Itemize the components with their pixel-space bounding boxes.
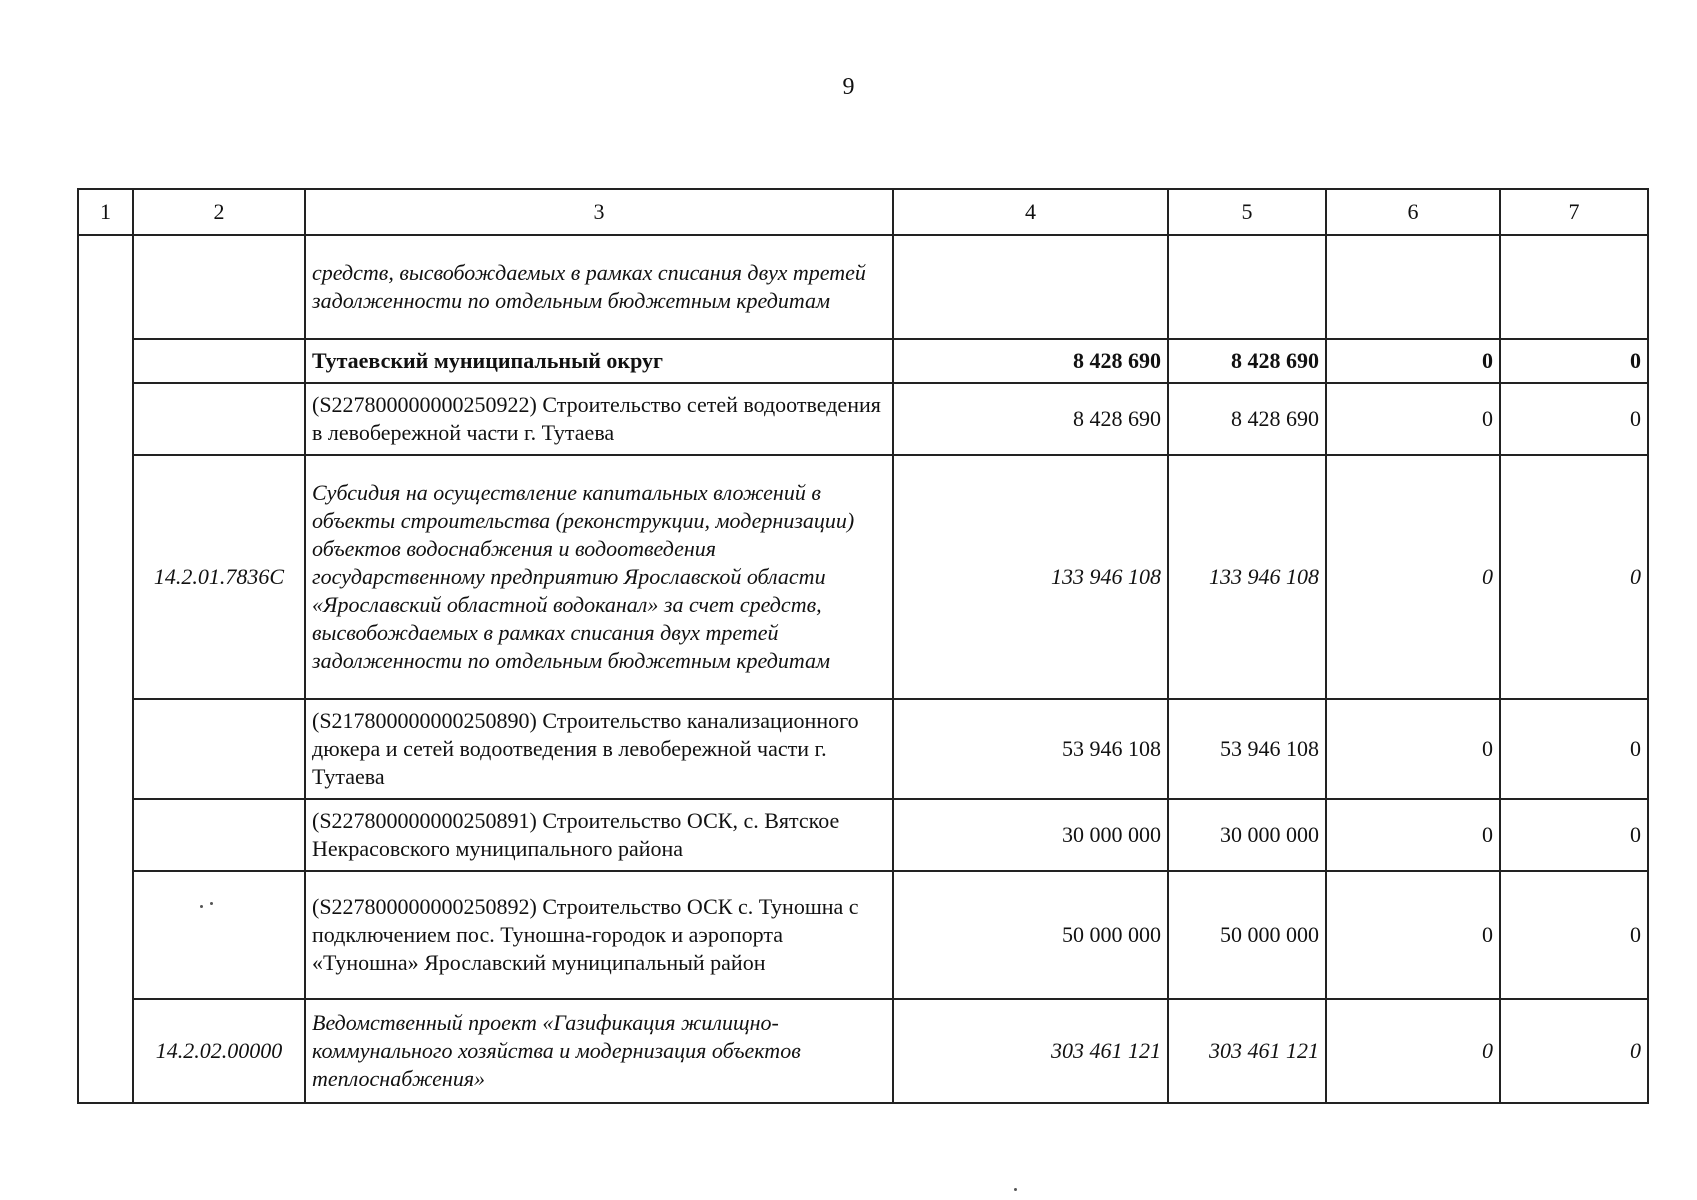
cell-code [133,871,305,999]
table-row [78,699,1648,799]
cell-col-4: 8 428 690 [893,383,1168,455]
cell-col-5 [1168,235,1326,339]
cell-name: (S217800000000250890) Строительство канализационного дюкера и сетей водоотведения в левобережной части г. Тутаева [305,699,893,799]
table-row [78,383,1648,455]
cell-col-6: 0 [1326,799,1500,871]
cell-col-7: 0 [1500,339,1648,383]
cell-col-4 [893,235,1168,339]
table-row [78,339,1648,383]
cell-name: Тутаевский муниципальный округ [305,339,893,383]
header-col-5: 5 [1168,189,1326,235]
cell-code [133,235,305,339]
cell-code: 14.2.02.00000 [133,999,305,1103]
cell-col-4: 50 000 000 [893,871,1168,999]
page-number: 9 [842,74,855,100]
cell-col-6: 0 [1326,699,1500,799]
cell-col-5: 50 000 000 [1168,871,1326,999]
cell-code [133,699,305,799]
table-header-row [78,189,1648,235]
cell-code [133,339,305,383]
cell-col-7: 0 [1500,455,1648,699]
cell-name: Субсидия на осуществление капитальных вложений в объекты строительства (реконструкции, модернизации) объектов водоснабжения и водоотведения государственному предприятию Ярославской области «Ярославский областной водоканал» за счет средств, высвобождаемых в рамках списания двух третей задолженности по отдельным бюджетным кредитам [305,455,893,699]
cell-name: (S227800000000250891) Строительство ОСК, с. Вятское Некрасовского муниципального района [305,799,893,871]
cell-col-5: 8 428 690 [1168,383,1326,455]
cell-name: средств, высвобождаемых в рамках списания двух третей задолженности по отдельным бюджетным кредитам [305,235,893,339]
table-row [78,871,1648,999]
header-col-1: 1 [78,189,133,235]
header-col-6: 6 [1326,189,1500,235]
cell-col-5: 53 946 108 [1168,699,1326,799]
table-body [78,235,1648,1103]
cell-col-1 [78,235,133,1103]
cell-col-5: 133 946 108 [1168,455,1326,699]
cell-code [133,383,305,455]
cell-col-5: 30 000 000 [1168,799,1326,871]
cell-col-4: 53 946 108 [893,699,1168,799]
cell-col-4: 303 461 121 [893,999,1168,1103]
cell-col-6: 0 [1326,999,1500,1103]
cell-name: (S227800000000250892) Строительство ОСК с. Туношна с подключением пос. Туношна-городок и аэропорта «Туношна» Ярославский муниципальный район [305,871,893,999]
cell-col-6: 0 [1326,383,1500,455]
header-col-2: 2 [133,189,305,235]
cell-code: 14.2.01.7836C [133,455,305,699]
cell-col-7 [1500,235,1648,339]
cell-col-5: 303 461 121 [1168,999,1326,1103]
cell-code [133,799,305,871]
cell-col-7: 0 [1500,699,1648,799]
cell-col-7: 0 [1500,799,1648,871]
header-col-7: 7 [1500,189,1648,235]
cell-col-5: 8 428 690 [1168,339,1326,383]
cell-col-4: 8 428 690 [893,339,1168,383]
cell-name: Ведомственный проект «Газификация жилищно-коммунального хозяйства и модернизация объектов теплоснабжения» [305,999,893,1103]
cell-col-7: 0 [1500,383,1648,455]
header-col-3: 3 [305,189,893,235]
header-col-4: 4 [893,189,1168,235]
cell-col-7: 0 [1500,999,1648,1103]
cell-col-6: 0 [1326,455,1500,699]
cell-col-4: 30 000 000 [893,799,1168,871]
cell-col-6 [1326,235,1500,339]
table-row [78,799,1648,871]
cell-col-4: 133 946 108 [893,455,1168,699]
cell-col-6: 0 [1326,339,1500,383]
table-row [78,999,1648,1103]
budget-table [77,188,1649,1104]
table-row [78,455,1648,699]
cell-col-7: 0 [1500,871,1648,999]
cell-name: (S227800000000250922) Строительство сетей водоотведения в левобережной части г. Тутаева [305,383,893,455]
cell-col-6: 0 [1326,871,1500,999]
table-row [78,235,1648,339]
